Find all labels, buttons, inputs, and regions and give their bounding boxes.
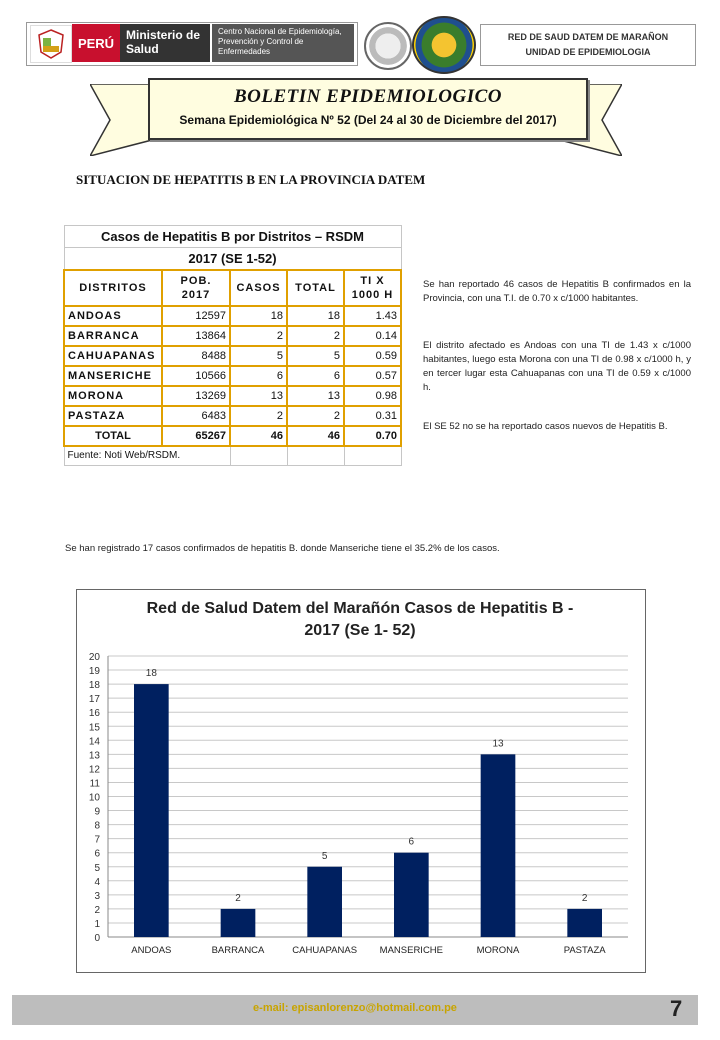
total-rate: 0.70 bbox=[344, 426, 401, 446]
footer-email[interactable]: e-mail: episanlorenzo@hotmail.com.pe bbox=[253, 1002, 457, 1014]
empty-cell bbox=[287, 446, 344, 466]
bar bbox=[394, 853, 429, 937]
rate-cell: 0.57 bbox=[344, 366, 401, 386]
data-label: 2 bbox=[235, 892, 241, 904]
peru-coat-of-arms-icon bbox=[30, 25, 72, 63]
cases-cell: 2 bbox=[230, 406, 287, 426]
empty-cell bbox=[230, 446, 287, 466]
cases-cell: 6 bbox=[230, 366, 287, 386]
population-cell: 6483 bbox=[162, 406, 230, 426]
data-label: 2 bbox=[581, 892, 588, 904]
y-tick-label: 7 bbox=[94, 834, 100, 846]
column-header: CASOS bbox=[230, 270, 287, 306]
table-row bbox=[64, 326, 401, 346]
district-cell: CAHUAPANAS bbox=[64, 346, 162, 366]
total-cell: 18 bbox=[287, 306, 344, 326]
red-datem-logo-icon bbox=[412, 16, 476, 74]
y-tick-label: 3 bbox=[94, 890, 100, 902]
y-tick-label: 19 bbox=[88, 666, 100, 678]
cases-cell: 13 bbox=[230, 386, 287, 406]
total-cell: 13 bbox=[287, 386, 344, 406]
y-tick-label: 15 bbox=[88, 722, 100, 734]
x-tick-label: CAHUAPANAS bbox=[292, 945, 358, 956]
column-header: DISTRITOS bbox=[64, 270, 162, 306]
table-row bbox=[64, 306, 401, 326]
cases-cell: 5 bbox=[230, 346, 287, 366]
empty-cell bbox=[344, 446, 401, 466]
x-tick-label: MORONA bbox=[476, 945, 520, 956]
y-tick-label: 6 bbox=[94, 848, 100, 860]
table-row bbox=[64, 386, 401, 406]
data-label: 18 bbox=[145, 668, 157, 680]
data-label: 13 bbox=[492, 738, 504, 750]
column-header: POB. 2017 bbox=[162, 270, 230, 306]
y-tick-label: 12 bbox=[88, 764, 100, 776]
bar bbox=[481, 754, 516, 937]
total-cases: 46 bbox=[230, 426, 287, 446]
population-cell: 13864 bbox=[162, 326, 230, 346]
district-cell: BARRANCA bbox=[64, 326, 162, 346]
district-cell: PASTAZA bbox=[64, 406, 162, 426]
population-cell: 10566 bbox=[162, 366, 230, 386]
y-tick-label: 0 bbox=[94, 933, 100, 944]
rate-cell: 1.43 bbox=[344, 306, 401, 326]
x-tick-label: PASTAZA bbox=[563, 945, 606, 956]
table-total-row bbox=[64, 426, 401, 446]
population-cell: 12597 bbox=[162, 306, 230, 326]
y-tick-label: 20 bbox=[88, 652, 100, 663]
bulletin-title: BOLETIN EPIDEMIOLOGICO bbox=[233, 86, 503, 107]
y-tick-label: 18 bbox=[88, 680, 100, 692]
ministerio-label: Ministerio de Salud bbox=[120, 24, 210, 62]
district-cell: MANSERICHE bbox=[64, 366, 162, 386]
section-title: SITUACION DE HEPATITIS B EN LA PROVINCIA DATEM bbox=[76, 172, 426, 187]
district-cell: ANDOAS bbox=[64, 306, 162, 326]
y-tick-label: 11 bbox=[89, 778, 100, 790]
bar bbox=[134, 684, 169, 937]
total-total: 46 bbox=[287, 426, 344, 446]
rate-cell: 0.59 bbox=[344, 346, 401, 366]
red-salud-box bbox=[480, 24, 696, 66]
note-text: Se han registrado 17 casos confirmados de hepatitis B. donde Manseriche tiene el 35.2% de los casos. bbox=[65, 543, 500, 554]
y-tick-label: 1 bbox=[94, 918, 100, 930]
red-salud-line1: RED DE SAUD DATEM DE MARAÑON bbox=[507, 32, 669, 42]
total-cell: 5 bbox=[287, 346, 344, 366]
y-tick-label: 17 bbox=[88, 694, 100, 706]
rate-cell: 0.14 bbox=[344, 326, 401, 346]
total-cell: 2 bbox=[287, 406, 344, 426]
peru-label: PERÚ bbox=[72, 24, 120, 62]
y-tick-label: 2 bbox=[94, 904, 100, 916]
rate-cell: 0.31 bbox=[344, 406, 401, 426]
bar bbox=[221, 909, 256, 937]
table-title: Casos de Hepatitis B por Distritos – RSDM bbox=[64, 226, 401, 248]
bar bbox=[567, 909, 602, 937]
x-tick-label: BARRANCA bbox=[211, 945, 265, 956]
bar-chart bbox=[76, 589, 644, 971]
cases-cell: 2 bbox=[230, 326, 287, 346]
table-subtitle: 2017 (SE 1-52) bbox=[64, 248, 401, 270]
hepatitis-table bbox=[63, 225, 402, 466]
y-tick-label: 4 bbox=[94, 876, 100, 888]
institution-seal-icon bbox=[364, 22, 412, 70]
page-number: 7 bbox=[670, 996, 683, 1021]
x-tick-label: ANDOAS bbox=[131, 945, 172, 956]
paragraph-se52: El SE 52 no se ha reportado casos nuevos de Hepatitis B. bbox=[423, 421, 668, 432]
total-cell: 6 bbox=[287, 366, 344, 386]
total-label: TOTAL bbox=[64, 426, 162, 446]
rate-cell: 0.98 bbox=[344, 386, 401, 406]
district-cell: MORONA bbox=[64, 386, 162, 406]
y-tick-label: 8 bbox=[94, 820, 100, 832]
table-row bbox=[64, 346, 401, 366]
table-row bbox=[64, 406, 401, 426]
population-cell: 13269 bbox=[162, 386, 230, 406]
y-tick-label: 14 bbox=[88, 736, 100, 748]
population-cell: 8488 bbox=[162, 346, 230, 366]
data-label: 6 bbox=[408, 836, 415, 848]
y-tick-label: 9 bbox=[94, 806, 100, 818]
paragraph-summary: Se han reportado 46 casos de Hepatitis B confirmados en la Provincia, con una T.I. de 0.70 x c/1000 habitantes. bbox=[423, 279, 691, 304]
data-label: 5 bbox=[321, 850, 328, 862]
y-tick-label: 5 bbox=[94, 862, 100, 874]
centro-nacional-label: Centro Nacional de Epidemiología, Prevención y Control de Enfermedades bbox=[212, 24, 354, 62]
cases-cell: 18 bbox=[230, 306, 287, 326]
chart-title-text: Red de Salud Datem del Marañón Casos de Hepatitis B - 2017 (Se 1- 52) bbox=[146, 600, 574, 639]
table-source: Fuente: Noti Web/RSDM. bbox=[64, 446, 230, 466]
column-header: TOTAL bbox=[287, 270, 344, 306]
y-tick-label: 10 bbox=[88, 792, 100, 804]
total-cell: 2 bbox=[287, 326, 344, 346]
total-population: 65267 bbox=[162, 426, 230, 446]
red-salud-line2: UNIDAD DE EPIDEMIOLOGIA bbox=[525, 47, 651, 57]
bulletin-subtitle: Semana Epidemiológica Nº 52 (Del 24 al 30 de Diciembre del 2017) bbox=[179, 113, 557, 127]
paragraph-districts: El distrito afectado es Andoas con una TI de 1.43 x c/1000 habitantes, luego esta Morona con una TI de 0.98 x c/1000 h, y en tercer lugar esta Cahuapanas con una TI de 0.59 x c/1000 h. bbox=[423, 340, 691, 393]
bar bbox=[307, 867, 342, 937]
y-tick-label: 16 bbox=[88, 708, 100, 720]
y-tick-label: 13 bbox=[88, 750, 100, 762]
table-row bbox=[64, 366, 401, 386]
column-header: TI X 1000 H bbox=[344, 270, 401, 306]
x-tick-label: MANSERICHE bbox=[379, 945, 444, 956]
